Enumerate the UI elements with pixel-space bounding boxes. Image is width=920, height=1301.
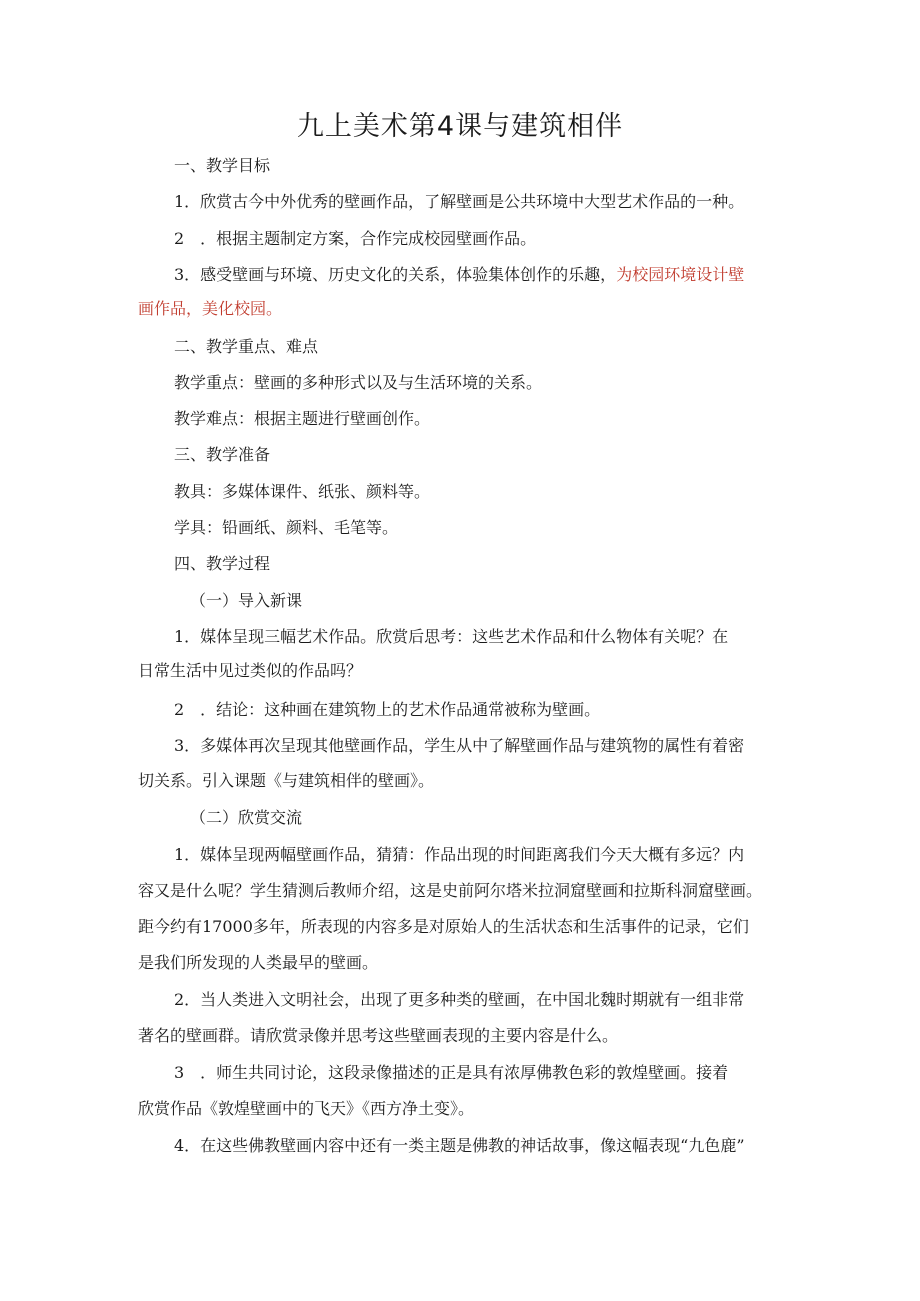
highlighted-text: 为校园环境设计壁 [616, 265, 745, 284]
paragraph: 3．多媒体再次呈现其他壁画作品，学生从中了解壁画作品与建筑物的属性有着密 [174, 736, 745, 755]
paragraph: 4．在这些佛教壁画内容中还有一类主题是佛教的神话故事，像这幅表现“九色鹿” [174, 1136, 745, 1155]
paragraph-text: 3．感受壁画与环境、历史文化的关系，体验集体创作的乐趣， [174, 265, 617, 284]
subsection-heading: （二）欣赏交流 [190, 808, 303, 827]
paragraph: 教学重点：壁画的多种形式以及与生活环境的关系。 [174, 373, 543, 392]
paragraph: 1．媒体呈现三幅艺术作品。欣赏后思考：这些艺术作品和什么物体有关呢？在 [174, 627, 729, 646]
paragraph: 切关系。引入课题《与建筑相伴的壁画》。 [138, 771, 435, 790]
paragraph [174, 264, 744, 286]
paragraph: 欣赏作品《敦煌壁画中的飞天》《西方净土变》。 [138, 1099, 475, 1118]
page-title: 九上美术第4课与建筑相伴 [296, 111, 624, 142]
section-heading-process: 四、教学过程 [174, 554, 271, 573]
paragraph: 1．媒体呈现两幅壁画作品，猜猜：作品出现的时间距离我们今天大概有多远？内 [174, 845, 745, 864]
section-heading-goals: 一、教学目标 [174, 156, 271, 175]
paragraph: 1．欣赏古今中外优秀的壁画作品，了解壁画是公共环境中大型艺术作品的一种。 [174, 192, 745, 211]
paragraph: 2．当人类进入文明社会，出现了更多种类的壁画，在中国北魏时期就有一组非常 [174, 990, 745, 1009]
paragraph: 3 ．师生共同讨论，这段录像描述的正是具有浓厚佛教色彩的敦煌壁画。接着 [174, 1063, 729, 1082]
paragraph: 2 ．结论：这种画在建筑物上的艺术作品通常被称为壁画。 [174, 700, 601, 719]
paragraph: 是我们所发现的人类最早的壁画。 [138, 953, 379, 972]
paragraph: 容又是什么呢？学生猜测后教师介绍，这是史前阿尔塔米拉洞窟壁画和拉斯科洞窟壁画。 [138, 881, 763, 900]
paragraph: 日常生活中见过类似的作品吗？ [138, 661, 363, 680]
paragraph: 教学难点：根据主题进行壁画创作。 [174, 409, 431, 428]
paragraph: 教具：多媒体课件、纸张、颜料等。 [174, 482, 431, 501]
paragraph: 学具：铅画纸、颜料、毛笔等。 [174, 518, 399, 537]
highlighted-text: 画作品，美化校园。 [138, 299, 283, 318]
section-heading-preparation: 三、教学准备 [174, 445, 271, 464]
paragraph: 距今约有17000多年，所表现的内容多是对原始人的生活状态和生活事件的记录，它们 [138, 917, 749, 936]
section-heading-key-points: 二、教学重点、难点 [174, 337, 319, 356]
paragraph: 著名的壁画群。请欣赏录像并思考这些壁画表现的主要内容是什么。 [138, 1026, 619, 1045]
subsection-heading: （一）导入新课 [190, 591, 303, 610]
paragraph: 2 ．根据主题制定方案，合作完成校园壁画作品。 [174, 229, 537, 248]
